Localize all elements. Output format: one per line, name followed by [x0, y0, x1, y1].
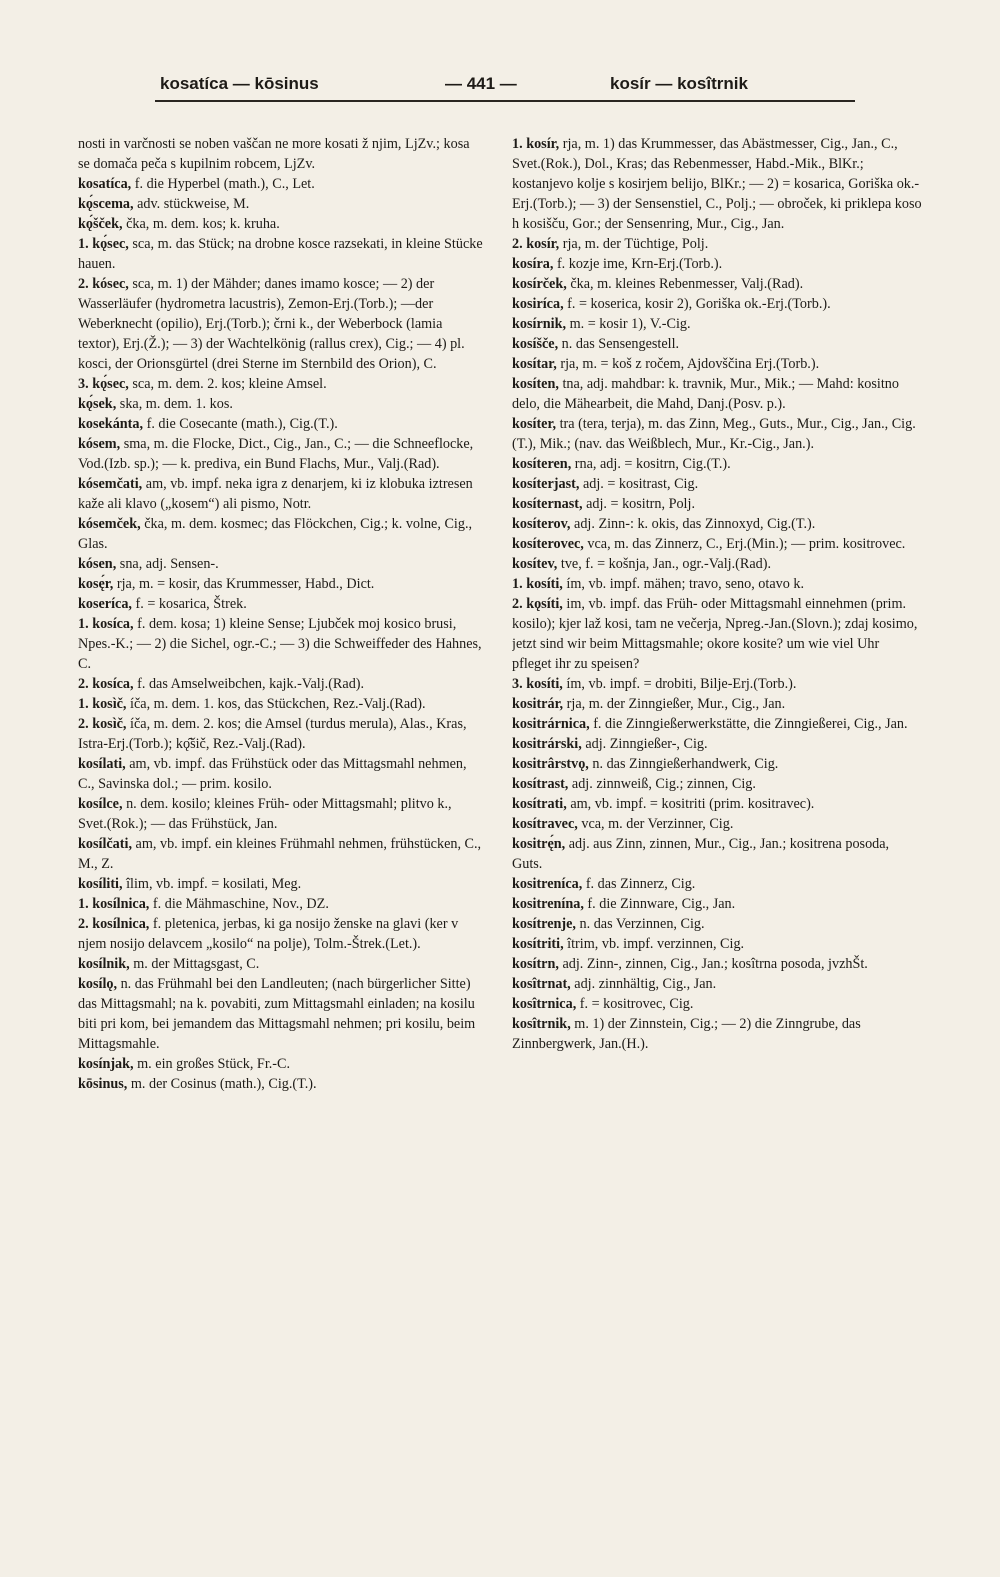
entry-headword: kosítrast,	[512, 776, 569, 792]
entry-definition: ím, vb. impf. mähen; travo, seno, otavo k.	[562, 576, 805, 592]
dictionary-entry	[512, 134, 922, 234]
entry-definition: f. die Mähmaschine, Nov., DZ.	[149, 896, 329, 912]
entry-definition: sca, m. das Stück; na drobne kosce razsekati, in kleine Stücke hauen.	[78, 236, 483, 272]
entry-definition: am, vb. impf. = kositriti (prim. kositravec).	[566, 796, 815, 812]
entry-headword: 1. kosíti,	[512, 576, 563, 592]
entry-definition: f. die Zinnware, Cig., Jan.	[583, 896, 736, 912]
entry-definition: čka, m. dem. kos; k. kruha.	[122, 216, 280, 232]
entry-headword: kósen,	[78, 556, 117, 572]
dictionary-entry	[512, 734, 922, 754]
entry-definition: adj. zinnweiß, Cig.; zinnen, Cig.	[568, 776, 756, 792]
entry-definition: rja, m. = koš z ročem, Ajdovščina Erj.(Torb.).	[556, 356, 820, 372]
entry-definition: ím, vb. impf. = drobiti, Bilje-Erj.(Torb.).	[562, 676, 797, 692]
entry-headword: kosílǫ,	[78, 976, 118, 992]
dictionary-entry	[78, 954, 483, 974]
entry-definition: am, vb. impf. das Frühstück oder das Mittagsmahl nehmen, C., Savinska dol.; — prim. kosilo.	[78, 756, 467, 792]
entry-definition: vca, m. der Verzinner, Cig.	[577, 816, 734, 832]
page-header	[160, 68, 850, 100]
entry-definition: sca, m. 1) der Mähder; danes imamo kosce; — 2) der Wasserläufer (hydrometra lacustris), Zemon-Erj.(Torb.); —der Weberknecht (opilio), Erj.(Torb.); črni k., der Weberbock (lamia textor), Erj.(Ž.); — 3) der Wachtelkönig (rallus crex), Cig.; — 4) pl. kosci, der Orionsgürtel (drei Sterne im Sternbild des Orion), C.	[78, 276, 465, 372]
entry-definition: m. 1) der Zinnstein, Cig.; — 2) die Zinngrube, das Zinnbergwerk, Jan.(H.).	[512, 1016, 861, 1052]
entry-headword: kosíterovec,	[512, 536, 584, 552]
entry-definition: n. das Verzinnen, Cig.	[575, 916, 705, 932]
entry-headword: kositrárnica,	[512, 716, 590, 732]
entry-headword: kosítriti,	[512, 936, 564, 952]
entry-headword: kosíra,	[512, 256, 554, 272]
entry-definition: îlim, vb. impf. = kosilati, Meg.	[122, 876, 302, 892]
entry-headword: kosíterjast,	[512, 476, 580, 492]
entry-headword: 1. kosíca,	[78, 616, 134, 632]
entry-headword: kosíten,	[512, 376, 559, 392]
dictionary-entry	[512, 934, 922, 954]
entry-definition: n. das Frühmahl bei den Landleuten; (nach bürgerlicher Sitte) das Mittagsmahl; na k. povabiti, zum Mittagsmahl einladen; na kosilu biti pri kom, bei jemandem das Mittagsmahl nehmen; pri kosilu, beim Mittagsmahle.	[78, 976, 476, 1052]
entry-headword: kosîtrnat,	[512, 976, 571, 992]
entry-definition: adj. = kositrn, Polj.	[582, 496, 695, 512]
entry-definition: m. = kosir 1), V.-Cig.	[566, 316, 691, 332]
dictionary-entry	[512, 994, 922, 1014]
dictionary-entry	[512, 554, 922, 574]
entry-headword: kosírnik,	[512, 316, 567, 332]
entry-definition: rna, adj. = kositrn, Cig.(T.).	[571, 456, 731, 472]
entry-headword: kosílčati,	[78, 836, 132, 852]
entry-definition: tna, adj. mahdbar: k. travnik, Mur., Mik.; — Mahd: kositno delo, die Mähearbeit, die Mahd, Danj.(Posv. p.).	[512, 376, 899, 412]
dictionary-entry	[512, 474, 922, 494]
entry-headword: 2. kosíca,	[78, 676, 134, 692]
entry-definition: adj. Zinngießer-, Cig.	[581, 736, 708, 752]
dictionary-entry	[78, 174, 483, 194]
entry-definition: m. der Cosinus (math.), Cig.(T.).	[127, 1076, 317, 1092]
entry-definition: ska, m. dem. 1. kos.	[116, 396, 233, 412]
entry-headword: kosíliti,	[78, 876, 123, 892]
dictionary-entry	[78, 474, 483, 514]
dictionary-entry	[512, 914, 922, 934]
entry-headword: kosekánta,	[78, 416, 144, 432]
entry-headword: kosítrati,	[512, 796, 567, 812]
dictionary-entry	[78, 214, 483, 234]
dictionary-entry	[78, 1054, 483, 1074]
entry-headword: kosę́r,	[78, 576, 114, 592]
dictionary-entry	[512, 354, 922, 374]
page-number: — 441 —	[445, 74, 517, 93]
entry-headword: kosítravec,	[512, 816, 578, 832]
entry-headword: kósem,	[78, 436, 121, 452]
entry-definition: íča, m. dem. 2. kos; die Amsel (turdus merula), Alas., Kras, Istra-Erj.(Torb.); kǫ̑šič, Rez.-Valj.(Rad).	[78, 716, 467, 752]
entry-definition: sma, m. die Flocke, Dict., Cig., Jan., C.; — die Schneeflocke, Vod.(Izb. sp.); — k. prediva, ein Bund Flachs, Mur., Valj.(Rad).	[78, 436, 474, 472]
entry-definition: n. das Zinngießerhandwerk, Cig.	[588, 756, 779, 772]
entry-definition: f. die Zinngießerwerkstätte, die Zinngießerei, Cig., Jan.	[589, 716, 908, 732]
dictionary-entry	[512, 274, 922, 294]
entry-definition: f. das Amselweibchen, kajk.-Valj.(Rad).	[133, 676, 365, 692]
entry-headword: kósemček,	[78, 516, 141, 532]
dictionary-entry	[78, 194, 483, 214]
entry-headword: kosítev,	[512, 556, 558, 572]
entry-headword: kosíternast,	[512, 496, 583, 512]
dictionary-entry	[512, 514, 922, 534]
dictionary-entry	[512, 294, 922, 314]
dictionary-entry	[78, 914, 483, 954]
entry-definition: íča, m. dem. 1. kos, das Stückchen, Rez.-Valj.(Rad).	[126, 696, 426, 712]
entry-definition: adv. stückweise, M.	[133, 196, 250, 212]
entry-headword: 2. kosílnica,	[78, 916, 150, 932]
dictionary-entry	[78, 374, 483, 394]
entry-definition: m. der Mittagsgast, C.	[129, 956, 260, 972]
entry-headword: kosatíca,	[78, 176, 132, 192]
entry-headword: 1. kosílnica,	[78, 896, 150, 912]
dictionary-entry	[78, 894, 483, 914]
entry-headword: kosíter,	[512, 416, 557, 432]
entry-headword: kosítrn,	[512, 956, 559, 972]
header-left-guideword: kosatíca — kōsinus	[160, 74, 319, 93]
dictionary-entry	[512, 694, 922, 714]
entry-definition: îtrim, vb. impf. verzinnen, Cig.	[563, 936, 745, 952]
entry-headword: kósemčati,	[78, 476, 143, 492]
entry-headword: kosîtrnica,	[512, 996, 577, 1012]
entry-definition: am, vb. impf. neka igra z denarjem, ki iz klobuka iztresen kaže ali klavo („kosem“) ali pismo, Notr.	[78, 476, 473, 512]
entry-definition: tve, f. = košnja, Jan., ogr.-Valj.(Rad).	[557, 556, 772, 572]
dictionary-entry	[512, 674, 922, 694]
dictionary-entry	[512, 754, 922, 774]
entry-headword: 3. kǫ́sec,	[78, 376, 129, 392]
entry-headword: kǫ́šček,	[78, 216, 123, 232]
dictionary-entry	[78, 714, 483, 754]
dictionary-entry	[78, 134, 483, 174]
entry-definition: f. kozje ime, Krn-Erj.(Torb.).	[553, 256, 723, 272]
entry-definition: sna, adj. Sensen-.	[116, 556, 219, 572]
dictionary-entry	[78, 674, 483, 694]
entry-definition: rja, m. = kosir, das Krummesser, Habd., Dict.	[113, 576, 375, 592]
header-rule	[155, 100, 855, 102]
entry-definition: f. die Hyperbel (math.), C., Let.	[131, 176, 315, 192]
entry-headword: 2. kǫsíti,	[512, 596, 563, 612]
dictionary-entry	[512, 414, 922, 454]
dictionary-entry	[512, 374, 922, 414]
dictionary-entry	[512, 814, 922, 834]
entry-headword: kosíšče,	[512, 336, 559, 352]
entry-headword: kōsinus,	[78, 1076, 128, 1092]
entry-definition: f. das Zinnerz, Cig.	[582, 876, 696, 892]
dictionary-entry	[512, 974, 922, 994]
entry-definition: f. die Cosecante (math.), Cig.(T.).	[143, 416, 338, 432]
entry-definition: f. dem. kosa; 1) kleine Sense; Ljubček moj kosico brusi, Npes.-K.; — 2) die Sichel, ogr.-C.; — 3) die Schweiffeder des Hahnes, C.	[78, 616, 482, 672]
header-right-guideword: kosír — kosîtrnik	[610, 74, 748, 93]
right-column	[512, 134, 922, 1554]
entry-headword: kosîtrnik,	[512, 1016, 571, 1032]
entry-definition: rja, m. der Tüchtige, Polj.	[559, 236, 709, 252]
entry-definition: sca, m. dem. 2. kos; kleine Amsel.	[128, 376, 327, 392]
entry-definition: f. = kositrovec, Cig.	[576, 996, 694, 1012]
entry-headword: kositrę́n,	[512, 836, 566, 852]
entry-headword: 2. kosír,	[512, 236, 560, 252]
dictionary-entry	[512, 254, 922, 274]
dictionary-entry	[78, 514, 483, 554]
entry-definition: adj. Zinn-, zinnen, Cig., Jan.; kosîtrna posoda, jvzhŠt.	[558, 956, 868, 972]
dictionary-entry	[78, 874, 483, 894]
dictionary-entry	[512, 334, 922, 354]
dictionary-entry	[512, 234, 922, 254]
entry-headword: 2. kosìč,	[78, 716, 127, 732]
dictionary-entry	[512, 794, 922, 814]
entry-headword: kosítrenje,	[512, 916, 576, 932]
dictionary-entry	[512, 574, 922, 594]
dictionary-entry	[512, 774, 922, 794]
dictionary-entry	[512, 594, 922, 674]
entry-definition: im, vb. impf. das Früh- oder Mittagsmahl einnehmen (prim. kosilo); kjer laž kosi, tam ne večerja, Npreg.-Jan.(Slovn.); zdaj kosimo, jetzt sind wir beim Mittagsmahle; okore kosite? um wie viel Uhr pfleget ihr zu speisen?	[512, 596, 918, 672]
entry-headword: kositrenína,	[512, 896, 584, 912]
entry-definition: čka, m. kleines Rebenmesser, Valj.(Rad).	[566, 276, 804, 292]
left-column	[78, 134, 483, 1554]
entry-definition: f. = koserica, kosir 2), Goriška ok.-Erj.(Torb.).	[563, 296, 831, 312]
entry-definition: rja, m. der Zinngießer, Mur., Cig., Jan.	[563, 696, 786, 712]
entry-headword: kosítar,	[512, 356, 557, 372]
entry-headword: koseríca,	[78, 596, 132, 612]
entry-headword: kǫ́scema,	[78, 196, 134, 212]
entry-definition: adj. zinnhältig, Cig., Jan.	[570, 976, 717, 992]
entry-headword: 1. kǫ́sec,	[78, 236, 129, 252]
dictionary-entry	[512, 494, 922, 514]
dictionary-entry	[512, 314, 922, 334]
entry-headword: kosírček,	[512, 276, 567, 292]
entry-definition: f. pletenica, jerbas, ki ga nosijo ženske na glavi (ker v njem nosijo delavcem „kosilo“ na polje), Tolm.-Štrek.(Let.).	[78, 916, 459, 952]
entry-definition: n. das Sensengestell.	[558, 336, 680, 352]
entry-definition: adj. aus Zinn, zinnen, Mur., Cig., Jan.; kositrena posoda, Guts.	[512, 836, 890, 872]
dictionary-entry	[512, 454, 922, 474]
dictionary-entry	[78, 614, 483, 674]
entry-headword: 3. kosíti,	[512, 676, 563, 692]
dictionary-entry	[78, 1074, 483, 1094]
entry-headword: kosílati,	[78, 756, 126, 772]
dictionary-entry	[78, 754, 483, 794]
entry-definition: vca, m. das Zinnerz, C., Erj.(Min.); — prim. kositrovec.	[583, 536, 906, 552]
dictionary-entry	[78, 434, 483, 474]
entry-headword: kositreníca,	[512, 876, 583, 892]
dictionary-entry	[512, 874, 922, 894]
entry-headword: kositrár,	[512, 696, 564, 712]
dictionary-entry	[78, 274, 483, 374]
entry-headword: 1. kosìč,	[78, 696, 127, 712]
entry-headword: kosílnik,	[78, 956, 130, 972]
dictionary-entry	[78, 414, 483, 434]
entry-definition: rja, m. 1) das Krummesser, das Abästmesser, Cig., Jan., C., Svet.(Rok.), Dol., Kras; das Rebenmesser, Habd.-Mik., BlKr.; kostanjevo kolje s kosirjem belijo, BlKr.; — 2) = kosarica, Goriška ok.-Erj.(Torb.); — 3) der Sensenstiel, C., Polj.; — obroček, ki priklepa koso h kosišču, Gor.; der Sensenring, Mur., Cig., Jan.	[512, 136, 922, 232]
entry-headword: kositrárski,	[512, 736, 582, 752]
dictionary-entry	[78, 794, 483, 834]
dictionary-entry	[78, 394, 483, 414]
entry-headword: 1. kosír,	[512, 136, 560, 152]
entry-headword: kosiríca,	[512, 296, 564, 312]
dictionary-entry	[512, 534, 922, 554]
entry-definition: adj. Zinn-: k. okis, das Zinnoxyd, Cig.(T.).	[570, 516, 816, 532]
dictionary-entry	[78, 554, 483, 574]
entry-headword: 2. kósec,	[78, 276, 129, 292]
dictionary-entry	[512, 714, 922, 734]
dictionary-entry	[78, 834, 483, 874]
entry-headword: kosíteren,	[512, 456, 572, 472]
dictionary-entry	[78, 594, 483, 614]
dictionary-entry	[512, 834, 922, 874]
entry-headword: kǫ́sek,	[78, 396, 117, 412]
entry-definition: čka, m. dem. kosmec; das Flöckchen, Cig.; k. volne, Cig., Glas.	[78, 516, 473, 552]
dictionary-entry	[512, 894, 922, 914]
entry-definition: nosti in varčnosti se noben vaščan ne more kosati ž njim, LjZv.; kosa se domača peča s kupilnim robcem, LjZv.	[78, 136, 470, 172]
entry-definition: am, vb. impf. ein kleines Frühmahl nehmen, frühstücken, C., M., Z.	[78, 836, 482, 872]
entry-definition: f. = kosarica, Štrek.	[131, 596, 247, 612]
entry-headword: kosínjak,	[78, 1056, 134, 1072]
dictionary-entry	[78, 574, 483, 594]
entry-headword: kosílce,	[78, 796, 123, 812]
entry-definition: tra (tera, terja), m. das Zinn, Meg., Guts., Mur., Cig., Jan., Cig.(T.), Mik.; (nav. das Weißblech, Mur., Kr.-Cig., Jan.).	[512, 416, 916, 452]
dictionary-entry	[512, 1014, 922, 1054]
dictionary-entry	[78, 974, 483, 1054]
dictionary-entry	[78, 694, 483, 714]
entry-definition: m. ein großes Stück, Fr.-C.	[133, 1056, 291, 1072]
entry-definition: adj. = kositrast, Cig.	[579, 476, 699, 492]
entry-headword: kositrârstvǫ,	[512, 756, 589, 772]
entry-definition: n. dem. kosilo; kleines Früh- oder Mittagsmahl; plitvo k., Svet.(Rok.); — das Frühstück, Jan.	[78, 796, 452, 832]
dictionary-entry	[512, 954, 922, 974]
entry-headword: kosíterov,	[512, 516, 571, 532]
dictionary-entry	[78, 234, 483, 274]
